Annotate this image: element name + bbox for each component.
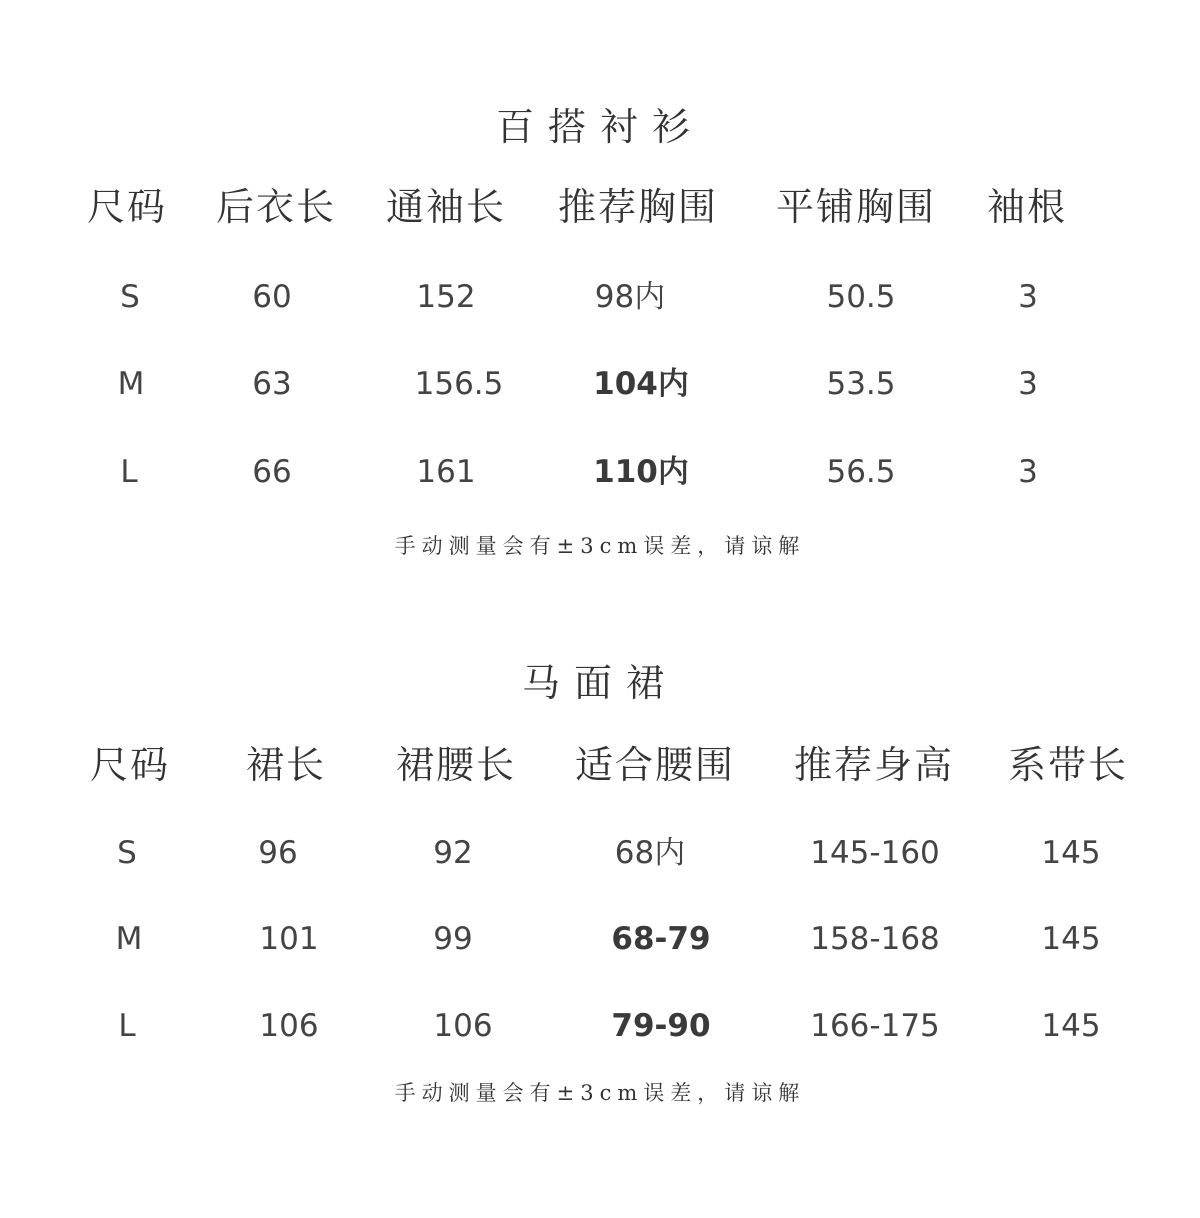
shirt-row-m-back-length: 63 xyxy=(252,366,292,402)
shirt-row-l-armhole: 3 xyxy=(1018,454,1038,490)
skirt-row-m-waist-length: 99 xyxy=(433,921,473,957)
shirt-row-s-flat-chest: 50.5 xyxy=(826,279,896,315)
skirt-header-recommended-height: 推荐身高 xyxy=(793,743,955,787)
skirt-row-s-skirt-length: 96 xyxy=(258,835,298,871)
skirt-row-l-tie-length: 145 xyxy=(1041,1008,1101,1044)
shirt-row-l-size: L xyxy=(120,454,138,490)
shirt-row-l-recommended-chest: 110内 xyxy=(593,454,689,490)
shirt-row-m-flat-chest: 53.5 xyxy=(826,366,896,402)
shirt-title: 百搭衬衫 xyxy=(495,105,704,149)
skirt-header-fit-waist: 适合腰围 xyxy=(574,743,736,787)
shirt-row-m-armhole: 3 xyxy=(1018,366,1038,402)
shirt-row-s-back-length: 60 xyxy=(252,279,292,315)
skirt-row-m-fit-waist: 68-79 xyxy=(611,921,711,957)
skirt-row-l-fit-waist: 79-90 xyxy=(611,1008,711,1044)
shirt-row-s-sleeve-length: 152 xyxy=(416,279,476,315)
shirt-row-s-armhole: 3 xyxy=(1018,279,1038,315)
shirt-row-m-recommended-chest: 104内 xyxy=(593,366,689,402)
shirt-row-m-size: M xyxy=(117,366,145,402)
shirt-header-size: 尺码 xyxy=(86,185,168,229)
shirt-header-sleeve-length: 通袖长 xyxy=(385,185,507,229)
skirt-row-s-waist-length: 92 xyxy=(433,835,473,871)
skirt-row-s-recommended-height: 145-160 xyxy=(810,835,940,871)
skirt-header-skirt-length: 裙长 xyxy=(245,743,327,787)
shirt-row-s-size: S xyxy=(120,279,140,315)
shirt-row-m-sleeve-length: 156.5 xyxy=(414,366,504,402)
skirt-row-m-skirt-length: 101 xyxy=(259,921,319,957)
shirt-header-recommended-chest: 推荐胸围 xyxy=(557,185,719,229)
shirt-row-l-sleeve-length: 161 xyxy=(416,454,476,490)
skirt-row-s-size: S xyxy=(117,835,137,871)
shirt-header-flat-chest: 平铺胸围 xyxy=(775,185,937,229)
skirt-row-l-size: L xyxy=(118,1008,136,1044)
skirt-row-m-recommended-height: 158-168 xyxy=(810,921,940,957)
shirt-header-back-length: 后衣长 xyxy=(215,185,337,229)
skirt-title: 马面裙 xyxy=(521,661,678,705)
shirt-header-armhole: 袖根 xyxy=(986,185,1068,229)
skirt-row-l-waist-length: 106 xyxy=(433,1008,493,1044)
shirt-row-l-back-length: 66 xyxy=(252,454,292,490)
skirt-header-waist-length: 裙腰长 xyxy=(395,743,517,787)
skirt-row-m-tie-length: 145 xyxy=(1041,921,1101,957)
shirt-measurement-note: 手动测量会有±3cm误差，请谅解 xyxy=(394,534,806,558)
skirt-measurement-note: 手动测量会有±3cm误差，请谅解 xyxy=(394,1081,806,1105)
skirt-header-tie-length: 系带长 xyxy=(1007,743,1129,787)
skirt-row-m-size: M xyxy=(115,921,143,957)
skirt-row-l-recommended-height: 166-175 xyxy=(810,1008,940,1044)
skirt-row-s-tie-length: 145 xyxy=(1041,835,1101,871)
shirt-row-l-flat-chest: 56.5 xyxy=(826,454,896,490)
skirt-row-s-fit-waist: 68内 xyxy=(614,835,686,871)
shirt-row-s-recommended-chest: 98内 xyxy=(594,279,666,315)
skirt-header-size: 尺码 xyxy=(89,743,171,787)
skirt-row-l-skirt-length: 106 xyxy=(259,1008,319,1044)
